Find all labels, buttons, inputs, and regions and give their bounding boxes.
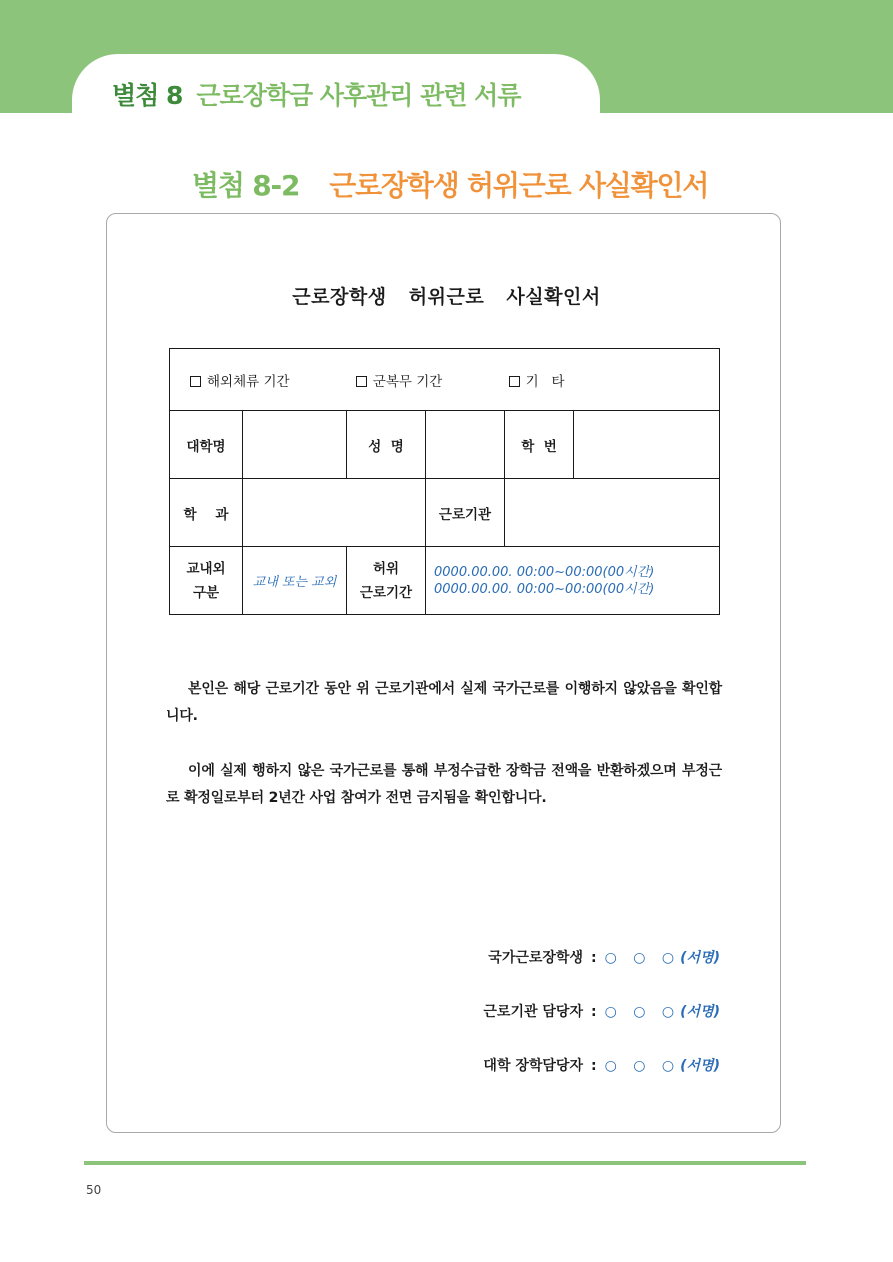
signature-name-placeholder: ○ ○ ○ bbox=[604, 1004, 681, 1020]
signature-colon: : bbox=[590, 950, 597, 966]
checkbox-icon[interactable] bbox=[356, 376, 367, 387]
checkbox-overseas-label: 해외체류 기간 bbox=[207, 373, 290, 390]
location-type-field[interactable] bbox=[243, 547, 347, 615]
university-label: 대학명 bbox=[170, 411, 243, 479]
appendix-number: 별첨 8-2 bbox=[192, 169, 300, 202]
department-field[interactable] bbox=[243, 479, 426, 547]
false-period-label-line1: 허위 bbox=[372, 560, 400, 577]
false-period-label-line2: 근로기간 bbox=[359, 584, 413, 601]
location-type-label-line1: 교내외 bbox=[186, 560, 226, 577]
confirmation-paragraph-1 bbox=[166, 676, 722, 730]
location-type-label bbox=[170, 547, 243, 615]
signature-colon: : bbox=[590, 1004, 597, 1020]
reason-checkbox-row bbox=[170, 349, 720, 411]
signature-colon: : bbox=[590, 1058, 597, 1074]
signature-work-org-label: 근로기관 담당자 bbox=[483, 1004, 583, 1020]
section-number: 별첨 8 bbox=[112, 81, 183, 110]
page-number: 50 bbox=[86, 1183, 102, 1197]
signature-university-manager[interactable] bbox=[483, 1055, 720, 1075]
confirmation-paragraph-1-text: 본인은 해당 근로기간 동안 위 근로기관에서 실제 국가근로를 이행하지 않았음을 확인합니다. bbox=[166, 681, 722, 724]
checkbox-other-label: 기 타 bbox=[525, 373, 565, 390]
signature-student[interactable] bbox=[488, 947, 720, 967]
section-title-text: 근로장학금 사후관리 관련 서류 bbox=[196, 81, 521, 110]
reason-checkbox-cell bbox=[170, 349, 720, 411]
checkbox-icon[interactable] bbox=[190, 376, 201, 387]
checkbox-military[interactable] bbox=[356, 370, 443, 390]
confirmation-paragraph-2 bbox=[166, 758, 722, 812]
period-sample-2: 0000.00.00. 00:00~00:00(00시간) bbox=[434, 581, 655, 597]
period-sample-1: 0000.00.00. 00:00~00:00(00시간) bbox=[434, 564, 655, 580]
info-form-table bbox=[169, 348, 720, 615]
signature-student-label: 국가근로장학생 bbox=[488, 950, 583, 966]
signature-work-org-manager[interactable] bbox=[483, 1001, 720, 1021]
section-title bbox=[112, 76, 520, 112]
signature-name-placeholder: ○ ○ ○ bbox=[604, 950, 681, 966]
signature-name-placeholder: ○ ○ ○ bbox=[604, 1058, 681, 1074]
appendix-title bbox=[192, 164, 708, 204]
signature-mark: (서명) bbox=[680, 1058, 720, 1074]
student-id-label: 학 번 bbox=[505, 411, 574, 479]
period-row bbox=[170, 547, 720, 615]
signature-mark: (서명) bbox=[680, 950, 720, 966]
footer-divider bbox=[84, 1161, 806, 1165]
signature-university-label: 대학 장학담당자 bbox=[483, 1058, 583, 1074]
student-id-field[interactable] bbox=[574, 411, 720, 479]
checkbox-overseas[interactable] bbox=[190, 370, 290, 390]
location-type-sample: 교내 또는 교외 bbox=[252, 575, 337, 590]
false-period-label bbox=[347, 547, 426, 615]
false-period-field[interactable] bbox=[426, 547, 720, 615]
name-label: 성 명 bbox=[347, 411, 426, 479]
checkbox-icon[interactable] bbox=[509, 376, 520, 387]
checkbox-other[interactable] bbox=[509, 370, 565, 390]
document-title: 근로장학생 허위근로 사실확인서 bbox=[292, 286, 601, 308]
checkbox-military-label: 군복무 기간 bbox=[372, 373, 443, 390]
work-org-label: 근로기관 bbox=[426, 479, 505, 547]
name-field[interactable] bbox=[426, 411, 505, 479]
signature-mark: (서명) bbox=[680, 1004, 720, 1020]
department-label: 학 과 bbox=[170, 479, 243, 547]
location-type-label-line2: 구분 bbox=[192, 584, 220, 601]
department-row bbox=[170, 479, 720, 547]
confirmation-paragraph-2-text: 이에 실제 행하지 않은 국가근로를 통해 부정수급한 장학금 전액을 반환하겠으며 부정근로 확정일로부터 2년간 사업 참여가 전면 금지됨을 확인합니다. bbox=[166, 763, 722, 806]
appendix-title-text: 근로장학생 허위근로 사실확인서 bbox=[329, 169, 709, 202]
student-info-row bbox=[170, 411, 720, 479]
university-field[interactable] bbox=[243, 411, 347, 479]
work-org-field[interactable] bbox=[505, 479, 720, 547]
